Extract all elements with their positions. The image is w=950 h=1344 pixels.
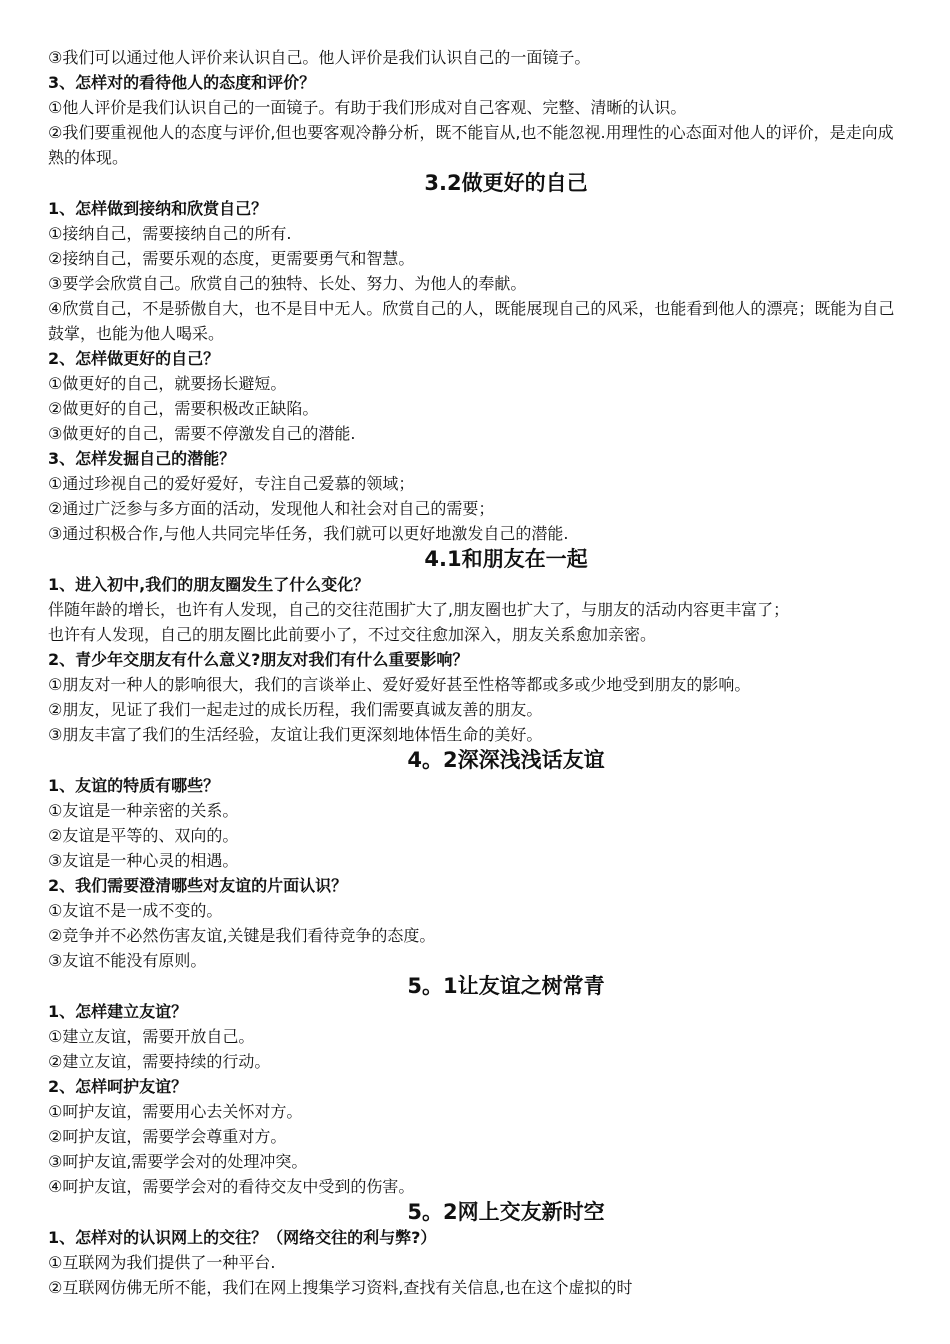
question-heading: 2、青少年交朋友有什么意义?朋友对我们有什么重要影响？ xyxy=(48,650,469,669)
text-line: ③友谊是一种心灵的相遇。 xyxy=(48,851,239,870)
question-heading: 1、怎样做到接纳和欣赏自己？ xyxy=(48,199,268,218)
text-line: ②呵护友谊，需要学会尊重对方。 xyxy=(48,1127,287,1146)
text-line: 也许有人发现，自己的朋友圈比此前要小了，不过交往愈加深入，朋友关系愈加亲密。 xyxy=(48,625,657,644)
question-heading: 1、怎样建立友谊？ xyxy=(48,1002,188,1021)
text-line: ③做更好的自己，需要不停激发自己的潜能. xyxy=(48,424,356,443)
question-heading: 3、怎样对的看待他人的态度和评价？ xyxy=(48,73,316,92)
text-line: ③友谊不能没有原则。 xyxy=(48,951,207,970)
text-line: ①建立友谊，需要开放自己。 xyxy=(48,1027,255,1046)
paragraph: ④欣赏自己，不是骄傲自大，也不是目中无人。欣赏自己的人，既能展现自己的风采，也能看到他人的漂亮；既能为自己鼓掌，也能为他人喝采。 xyxy=(48,299,895,343)
text-line: ②接纳自己，需要乐观的态度，更需要勇气和智慧。 xyxy=(48,249,415,268)
question-heading: 2、怎样做更好的自己？ xyxy=(48,349,220,368)
paragraph: ②我们要重视他人的态度与评价,但也要客观冷静分析，既不能盲从,也不能忽视.用理性的心态面对他人的评价，是走向成熟的体现。 xyxy=(48,123,894,167)
section-heading: 5。1让友谊之树常青 xyxy=(407,974,605,998)
text-line: ②友谊是平等的、双向的。 xyxy=(48,826,239,845)
text-line: ①朋友对一种人的影响很大，我们的言谈举止、爱好爱好甚至性格等都或多或少地受到朋友的影响。 xyxy=(48,675,751,694)
text-line: ③通过积极合作,与他人共同完毕任务，我们就可以更好地激发自己的潜能. xyxy=(48,524,569,543)
text-line: ②竞争并不必然伤害友谊,关键是我们看待竞争的态度。 xyxy=(48,926,436,945)
text-line: ②互联网仿佛无所不能，我们在网上搜集学习资料,查找有关信息,也在这个虚拟的时 xyxy=(48,1278,633,1297)
question-heading: 3、怎样发掘自己的潜能？ xyxy=(48,449,236,468)
text-line: ②做更好的自己，需要积极改正缺陷。 xyxy=(48,399,319,418)
section-heading: 4.1和朋友在一起 xyxy=(424,547,588,571)
text-line: ②建立友谊，需要持续的行动。 xyxy=(48,1052,271,1071)
text-line: ③要学会欣赏自己。欣赏自己的独特、长处、努力、为他人的奉献。 xyxy=(48,274,527,293)
text-line: ①呵护友谊，需要用心去关怀对方。 xyxy=(48,1102,303,1121)
section-heading: 5。2网上交友新时空 xyxy=(407,1200,605,1224)
question-heading: 1、进入初中,我们的朋友圈发生了什么变化？ xyxy=(48,575,370,594)
text-line: ④呵护友谊，需要学会对的看待交友中受到的伤害。 xyxy=(48,1177,415,1196)
question-heading: 1、怎样对的认识网上的交往？（网络交往的利与弊?） xyxy=(48,1228,437,1247)
text-line: ①友谊是一种亲密的关系。 xyxy=(48,801,239,820)
text-line: ③我们可以通过他人评价来认识自己。他人评价是我们认识自己的一面镜子。 xyxy=(48,48,591,67)
text-line: ②朋友，见证了我们一起走过的成长历程，我们需要真诚友善的朋友。 xyxy=(48,700,543,719)
text-line: 伴随年龄的增长，也许有人发现，自己的交往范围扩大了,朋友圈也扩大了，与朋友的活动内容更丰富了； xyxy=(48,600,790,619)
text-line: ③呵护友谊,需要学会对的处理冲突。 xyxy=(48,1152,308,1171)
section-heading: 3.2做更好的自己 xyxy=(424,171,588,195)
text-line: ①互联网为我们提供了一种平台. xyxy=(48,1253,276,1272)
text-line: ①通过珍视自己的爱好爱好，专注自己爱慕的领域； xyxy=(48,474,415,493)
question-heading: 2、我们需要澄清哪些对友谊的片面认识？ xyxy=(48,876,348,895)
text-line: ①友谊不是一成不变的。 xyxy=(48,901,223,920)
text-line: ①他人评价是我们认识自己的一面镜子。有助于我们形成对自己客观、完整、清晰的认识。 xyxy=(48,98,687,117)
text-line: ③朋友丰富了我们的生活经验，友谊让我们更深刻地体悟生命的美好。 xyxy=(48,725,543,744)
document-body xyxy=(48,45,904,1300)
question-heading: 1、友谊的特质有哪些？ xyxy=(48,776,220,795)
question-heading: 2、怎样呵护友谊？ xyxy=(48,1077,188,1096)
text-line: ②通过广泛参与多方面的活动，发现他人和社会对自己的需要； xyxy=(48,499,495,518)
section-heading: 4。2深深浅浅话友谊 xyxy=(407,748,605,772)
text-line: ①接纳自己，需要接纳自己的所有. xyxy=(48,224,292,243)
text-line: ①做更好的自己，就要扬长避短。 xyxy=(48,374,287,393)
